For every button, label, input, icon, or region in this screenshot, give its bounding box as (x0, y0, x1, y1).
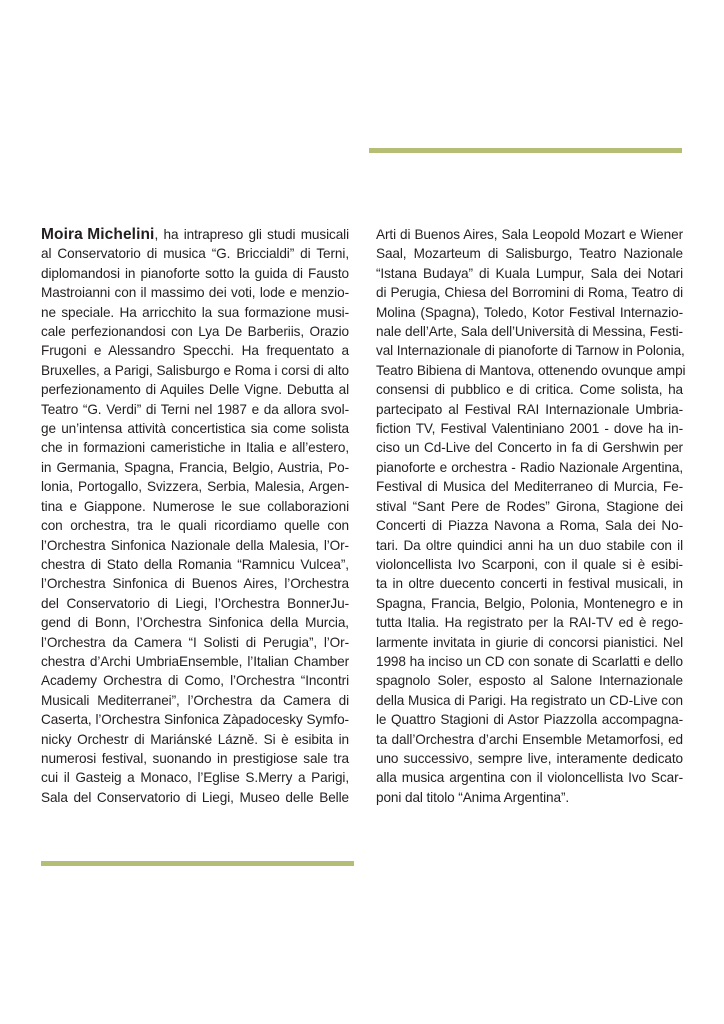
text-line: l’Orchestra Sinfonica di Buenos Aires, l’Orchestra (41, 576, 349, 592)
text-line: nicky Orchestr di Mariánské Lázně. Si è esibita in (41, 731, 349, 747)
text-line: Saal, Mozarteum di Salisburgo, Teatro Nazionale (376, 246, 683, 262)
biography-column-left (41, 225, 349, 807)
text-line: Bruxelles, a Parigi, Salisburgo e Roma i corsi di alto (41, 362, 349, 378)
text-line: Teatro Bibiena di Mantova, ottenendo ovunque ampi (376, 362, 686, 378)
text-line: 1998 ha inciso un CD con sonate di Scarlatti e dello (376, 653, 683, 669)
text-line: cale perfezionandosi con Lya De Barberiis, Orazio (41, 324, 349, 340)
text-line: violoncellista Ivo Scarponi, con il quale si è esibi- (376, 556, 683, 572)
text-line: “Istana Budaya” di Kuala Lumpur, Sala dei Notari (376, 265, 683, 281)
text-line: tutta Italia. Ha registrato per la RAI-TV ed è rego- (376, 615, 683, 631)
text-line: della Musica di Parigi. Ha registrato un CD-Live con (376, 692, 683, 708)
first-line-text: , ha intrapreso gli studi musicali (154, 227, 349, 242)
text-line: Concerti di Piazza Navona a Roma, Sala dei No- (376, 518, 683, 534)
text-line: chestra d’Archi UmbriaEnsemble, l’Italian Chamber (41, 653, 349, 669)
text-line: diplomandosi in pianoforte sotto la guida di Fausto (41, 265, 349, 281)
text-line: nale dell’Arte, Sala dell’Università di Messina, Festi- (376, 324, 683, 340)
text-line: Molina (Spagna), Toledo, Kotor Festival Internazio- (376, 304, 683, 320)
text-line: numerosi festival, suonando in prestigiose sale tra (41, 750, 349, 766)
text-line: di Perugia, Chiesa del Borromini di Roma, Teatro di (376, 285, 683, 301)
text-line: ta dall’Orchestra d’archi Ensemble Metamorfosi, ed (376, 731, 683, 747)
text-line: Spagna, Francia, Belgio, Polonia, Montenegro e in (376, 595, 683, 611)
text-line: fiction TV, Festival Valentiniano 2001 - dove ha in- (376, 421, 683, 437)
biography-first-line (41, 225, 349, 244)
text-line: l’Orchestra Sinfonica Nazionale della Malesia, l’Or- (41, 537, 349, 553)
text-line: Academy Orchestra di Como, l’Orchestra “Incontri (41, 673, 349, 689)
text-line: tari. Da oltre quindici anni ha un duo stabile con il (376, 537, 683, 553)
text-line: le Quattro Stagioni di Astor Piazzolla accompagna- (376, 712, 683, 728)
text-line: consensi di pubblico e di critica. Come solista, ha (376, 382, 683, 398)
text-line: Festival di Musica del Mediterraneo di Murcia, Fe- (376, 479, 683, 495)
text-line: che in formazioni cameristiche in Italia e all’estero, (41, 440, 349, 456)
top-accent-rule (369, 148, 682, 153)
text-line: cui il Gasteig a Monaco, l’Eglise S.Merry a Parigi, (41, 770, 349, 786)
author-name: Moira Michelini (41, 226, 155, 243)
text-line: lonia, Portogallo, Svizzera, Serbia, Malesia, Argen- (41, 479, 349, 495)
text-line: perfezionamento di Aquiles Delle Vigne. Debutta al (41, 382, 349, 398)
text-line: Frugoni e Alessandro Specchi. Ha frequentato a (41, 343, 349, 359)
text-line: Arti di Buenos Aires, Sala Leopold Mozart e Wiener (376, 227, 683, 242)
text-line: partecipato al Festival RAI Internazionale Umbria- (376, 401, 683, 417)
text-line: al Conservatorio di musica “G. Briccialdi” di Terni, (41, 246, 349, 262)
text-line: Teatro “G. Verdi” di Terni nel 1987 e da allora svol- (41, 401, 349, 417)
text-line: Mastroianni con il massimo dei voti, lode e menzio- (41, 285, 349, 301)
text-line: chestra di Stato della Romania “Ramnicu Vulcea”, (41, 556, 349, 572)
text-line: val Internazionale di pianoforte di Tarnow in Polonia, (376, 343, 685, 359)
text-line: Musicali Mediterranei”, l’Orchestra da Camera di (41, 692, 349, 708)
text-line: poni dal titolo “Anima Argentina”. (376, 789, 570, 805)
text-line: con orchestra, tra le quali ricordiamo quelle con (41, 518, 349, 534)
text-line: ta in oltre duecento concerti in festival musicali, in (376, 576, 683, 592)
text-line: Sala del Conservatorio di Liegi, Museo delle Belle (41, 789, 349, 805)
text-line: del Conservatorio di Liegi, l’Orchestra BonnerJu- (41, 595, 349, 611)
biography-column-right (376, 225, 686, 807)
text-line: stival “Sant Pere de Rodes” Girona, Stagione dei (376, 498, 683, 514)
text-line: ciso un Cd-Live del Concerto in fa di Gershwin per (376, 440, 683, 456)
text-line: ne speciale. Ha arricchito la sua formazione musi- (41, 304, 349, 320)
text-line: ge un’intensa attività concertistica sia come solista (41, 421, 349, 437)
text-line: larmente invitata in giurie di concorsi pianistici. Nel (376, 634, 683, 650)
text-line: uno successivo, sempre live, interamente dedicato (376, 750, 683, 766)
text-line: spagnolo Soler, esposto al Salone Internazionale (376, 673, 683, 689)
text-line: Caserta, l’Orchestra Sinfonica Zàpadocesky Symfo- (41, 712, 349, 728)
text-line: tina e Giappone. Numerose le sue collaborazioni (41, 498, 349, 514)
bottom-accent-rule (41, 861, 354, 866)
text-line: l’Orchestra da Camera “I Solisti di Perugia”, l’Or- (41, 634, 349, 650)
text-line: alla musica argentina con il violoncellista Ivo Scar- (376, 770, 683, 786)
text-line: gend di Bonn, l’Orchestra Sinfonica della Murcia, (41, 615, 349, 631)
text-line: in Germania, Spagna, Francia, Belgio, Austria, Po- (41, 459, 349, 475)
text-line: pianoforte e orchestra - Radio Nazionale Argentina, (376, 459, 683, 475)
